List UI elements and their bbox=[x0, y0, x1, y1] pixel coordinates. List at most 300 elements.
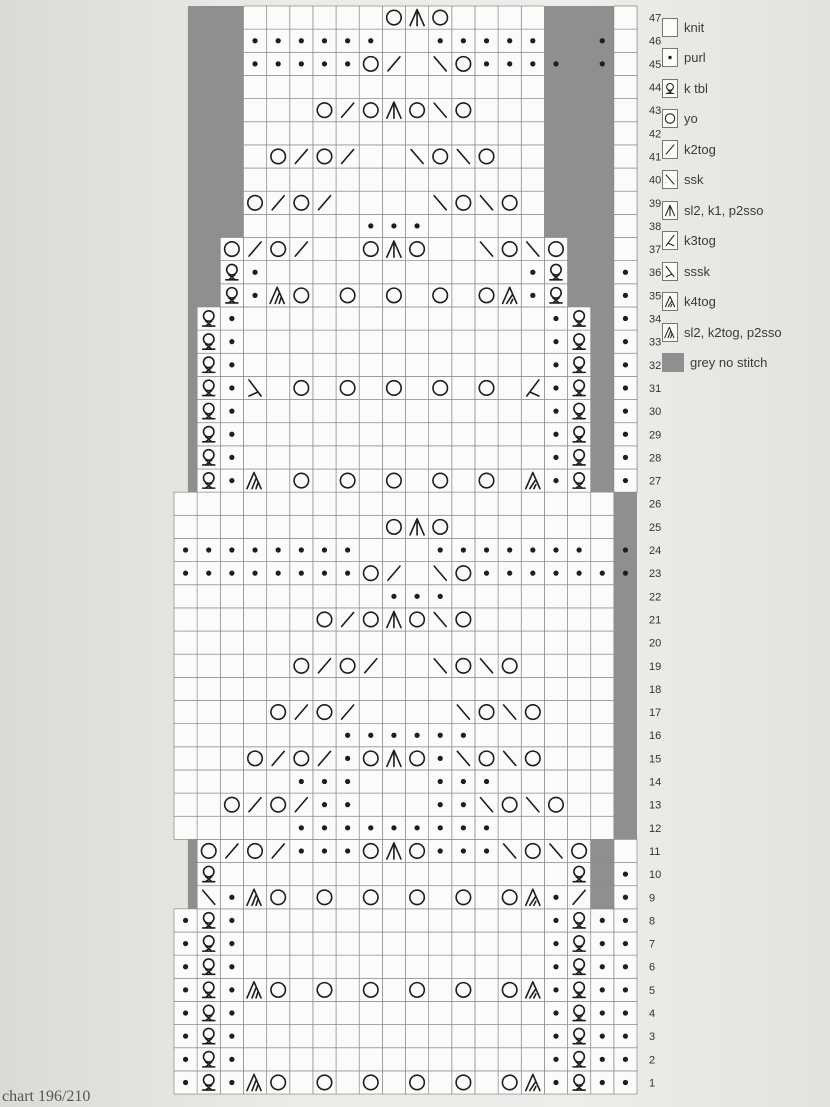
chart-cell bbox=[243, 724, 266, 747]
chart-cell bbox=[429, 1048, 452, 1071]
stitch-purl bbox=[229, 362, 234, 367]
stitch-purl bbox=[623, 1034, 628, 1039]
chart-cell bbox=[267, 1001, 290, 1024]
chart-cell bbox=[382, 446, 405, 469]
chart-cell bbox=[382, 1025, 405, 1048]
chart-cell bbox=[498, 770, 521, 793]
chart-cell bbox=[568, 770, 591, 793]
chart-cell bbox=[475, 469, 498, 492]
chart-cell bbox=[406, 608, 429, 631]
chart-cell bbox=[313, 261, 336, 284]
chart-cell bbox=[498, 261, 521, 284]
chart-cell bbox=[452, 6, 475, 29]
chart-cell bbox=[336, 6, 359, 29]
legend-item-yo bbox=[662, 104, 827, 135]
chart-cell bbox=[359, 770, 382, 793]
stitch-purl bbox=[183, 987, 188, 992]
stitch-purl bbox=[229, 918, 234, 923]
chart-cell bbox=[429, 631, 452, 654]
chart-cell bbox=[313, 6, 336, 29]
chart-cell bbox=[498, 515, 521, 538]
stitch-purl bbox=[438, 802, 443, 807]
chart-cell bbox=[382, 168, 405, 191]
row-number-labels bbox=[649, 13, 661, 1090]
chart-cell bbox=[544, 677, 567, 700]
row-number: 6 bbox=[649, 961, 656, 974]
chart-cell bbox=[452, 654, 475, 677]
chart-cell bbox=[290, 747, 313, 770]
chart-cell bbox=[290, 654, 313, 677]
chart-cell bbox=[336, 469, 359, 492]
chart-cell bbox=[336, 492, 359, 515]
chart-cell bbox=[336, 261, 359, 284]
chart-cell bbox=[243, 75, 266, 98]
chart-cell bbox=[336, 168, 359, 191]
row-number: 26 bbox=[649, 498, 662, 511]
chart-cell bbox=[290, 585, 313, 608]
stitch-purl bbox=[299, 61, 304, 66]
chart-cell bbox=[359, 261, 382, 284]
stitch-purl bbox=[553, 409, 558, 414]
chart-cell bbox=[290, 932, 313, 955]
stitch-purl bbox=[229, 895, 234, 900]
chart-cell bbox=[429, 978, 452, 1001]
stitch-purl bbox=[183, 1010, 188, 1015]
chart-cell bbox=[521, 492, 544, 515]
chart-cell bbox=[336, 122, 359, 145]
chart-cell bbox=[452, 400, 475, 423]
chart-cell bbox=[521, 816, 544, 839]
chart-cell bbox=[521, 747, 544, 770]
chart-cell bbox=[382, 631, 405, 654]
chart-cell bbox=[267, 99, 290, 122]
stitch-purl bbox=[623, 455, 628, 460]
chart-cell bbox=[290, 214, 313, 237]
chart-cell bbox=[382, 376, 405, 399]
chart-cell bbox=[336, 863, 359, 886]
stitch-purl bbox=[183, 918, 188, 923]
legend-label: k tbl bbox=[684, 80, 708, 96]
chart-cell bbox=[359, 122, 382, 145]
stitch-purl bbox=[345, 825, 350, 830]
chart-cell bbox=[359, 400, 382, 423]
chart-cell bbox=[406, 469, 429, 492]
stitch-purl bbox=[276, 571, 281, 576]
stitch-purl bbox=[623, 1010, 628, 1015]
chart-cell bbox=[243, 816, 266, 839]
chart-cell bbox=[290, 886, 313, 909]
chart-cell bbox=[429, 886, 452, 909]
chart-cell bbox=[568, 677, 591, 700]
chart-cell bbox=[498, 400, 521, 423]
chart-cell bbox=[197, 839, 220, 862]
stitch-purl bbox=[600, 1034, 605, 1039]
chart-cell bbox=[336, 400, 359, 423]
chart-cell bbox=[290, 400, 313, 423]
chart-cell bbox=[406, 978, 429, 1001]
chart-cell bbox=[359, 793, 382, 816]
chart-cell bbox=[243, 747, 266, 770]
chart-cell bbox=[267, 585, 290, 608]
chart-cell bbox=[406, 168, 429, 191]
legend-label: k4tog bbox=[684, 294, 716, 310]
chart-cell bbox=[452, 353, 475, 376]
chart-cell bbox=[359, 932, 382, 955]
chart-cell bbox=[498, 585, 521, 608]
chart-cell bbox=[290, 307, 313, 330]
chart-cell bbox=[243, 307, 266, 330]
chart-cell bbox=[452, 515, 475, 538]
chart-cell bbox=[406, 886, 429, 909]
chart-cell bbox=[614, 214, 637, 237]
chart-cell bbox=[475, 307, 498, 330]
chart-cell bbox=[614, 99, 637, 122]
chart-cell bbox=[290, 955, 313, 978]
stitch-purl bbox=[484, 779, 489, 784]
chart-cell bbox=[521, 724, 544, 747]
chart-cell bbox=[406, 955, 429, 978]
chart-cell bbox=[475, 978, 498, 1001]
chart-cell bbox=[220, 747, 243, 770]
chart-cell bbox=[406, 562, 429, 585]
chart-cell bbox=[336, 423, 359, 446]
chart-cell bbox=[521, 631, 544, 654]
chart-cell bbox=[521, 909, 544, 932]
chart-cell bbox=[475, 376, 498, 399]
chart-cell bbox=[313, 701, 336, 724]
chart-cell bbox=[452, 330, 475, 353]
chart-cell bbox=[290, 1048, 313, 1071]
chart-cell bbox=[591, 654, 614, 677]
stitch-purl bbox=[461, 779, 466, 784]
chart-cell bbox=[406, 701, 429, 724]
chart-cell bbox=[359, 955, 382, 978]
chart-cell bbox=[197, 677, 220, 700]
chart-cell bbox=[406, 284, 429, 307]
chart-cell bbox=[290, 515, 313, 538]
chart-cell bbox=[359, 284, 382, 307]
stitch-purl bbox=[276, 61, 281, 66]
stitch-purl bbox=[623, 409, 628, 414]
chart-cell bbox=[429, 168, 452, 191]
stitch-purl bbox=[553, 571, 558, 576]
knit-icon bbox=[662, 18, 678, 37]
chart-cell bbox=[521, 585, 544, 608]
stitch-purl bbox=[299, 825, 304, 830]
chart-cell bbox=[313, 886, 336, 909]
stitch-purl bbox=[623, 918, 628, 923]
chart-cell bbox=[498, 724, 521, 747]
chart-cell bbox=[336, 353, 359, 376]
row-number: 8 bbox=[649, 915, 656, 928]
chart-cell bbox=[568, 515, 591, 538]
stitch-purl bbox=[438, 547, 443, 552]
chart-cell bbox=[498, 145, 521, 168]
chart-cell bbox=[452, 423, 475, 446]
chart-cell bbox=[313, 238, 336, 261]
chart-cell bbox=[452, 1071, 475, 1094]
chart-cell bbox=[359, 6, 382, 29]
row-number: 37 bbox=[649, 244, 662, 257]
chart-cell bbox=[475, 446, 498, 469]
row-number: 33 bbox=[649, 336, 662, 349]
row-number: 38 bbox=[649, 220, 662, 233]
stitch-purl bbox=[229, 941, 234, 946]
chart-cell bbox=[406, 747, 429, 770]
chart-cell bbox=[313, 330, 336, 353]
chart-cell bbox=[498, 816, 521, 839]
chart-cell bbox=[382, 330, 405, 353]
chart-cell bbox=[290, 376, 313, 399]
chart-cell bbox=[313, 423, 336, 446]
stitch-purl bbox=[276, 547, 281, 552]
chart-cell bbox=[290, 1001, 313, 1024]
chart-cell bbox=[475, 284, 498, 307]
chart-cell bbox=[382, 1071, 405, 1094]
legend-label: yo bbox=[684, 111, 698, 127]
chart-cell bbox=[406, 191, 429, 214]
stitch-purl bbox=[438, 825, 443, 830]
chart-cell bbox=[220, 724, 243, 747]
legend-item-knit bbox=[662, 12, 827, 43]
chart-cell bbox=[313, 585, 336, 608]
stitch-purl bbox=[530, 61, 535, 66]
chart-cell bbox=[591, 631, 614, 654]
chart-cell bbox=[452, 99, 475, 122]
chart-cell bbox=[382, 793, 405, 816]
chart-cell bbox=[174, 793, 197, 816]
chart-cell bbox=[243, 608, 266, 631]
chart-cell bbox=[197, 585, 220, 608]
chart-cell bbox=[290, 191, 313, 214]
chart-cell bbox=[382, 353, 405, 376]
chart-cell bbox=[406, 654, 429, 677]
stitch-purl bbox=[553, 432, 558, 437]
chart-cell bbox=[498, 863, 521, 886]
chart-cell bbox=[382, 261, 405, 284]
stitch-purl bbox=[461, 733, 466, 738]
chart-cell bbox=[521, 6, 544, 29]
stitch-purl bbox=[438, 779, 443, 784]
chart-cell bbox=[267, 492, 290, 515]
chart-cell bbox=[429, 284, 452, 307]
stitch-purl bbox=[553, 339, 558, 344]
stitch-purl bbox=[530, 38, 535, 43]
k3tog-icon bbox=[662, 231, 678, 250]
chart-cell bbox=[521, 145, 544, 168]
chart-cell bbox=[313, 376, 336, 399]
chart-cell bbox=[313, 1001, 336, 1024]
row-number: 43 bbox=[649, 105, 662, 118]
stitch-purl bbox=[623, 432, 628, 437]
stitch-purl bbox=[183, 941, 188, 946]
chart-cell bbox=[498, 75, 521, 98]
chart-cell bbox=[429, 423, 452, 446]
chart-cell bbox=[452, 168, 475, 191]
legend-label: sl2, k1, p2sso bbox=[684, 202, 764, 218]
row-number: 14 bbox=[649, 776, 662, 789]
chart-cell bbox=[429, 330, 452, 353]
chart-cell bbox=[243, 1048, 266, 1071]
chart-cell bbox=[174, 654, 197, 677]
chart-cell bbox=[406, 400, 429, 423]
chart-cell bbox=[359, 608, 382, 631]
chart-cell bbox=[429, 1071, 452, 1094]
chart-cell bbox=[591, 770, 614, 793]
stitch-purl bbox=[623, 941, 628, 946]
legend-item-grey bbox=[662, 348, 827, 379]
chart-cell bbox=[336, 330, 359, 353]
chart-cell bbox=[544, 238, 567, 261]
stitch-purl bbox=[345, 802, 350, 807]
chart-cell bbox=[313, 724, 336, 747]
chart-cell bbox=[243, 99, 266, 122]
chart-cell bbox=[197, 770, 220, 793]
chart-cell bbox=[544, 701, 567, 724]
chart-cell bbox=[243, 677, 266, 700]
chart-cell bbox=[174, 816, 197, 839]
chart-cell bbox=[498, 353, 521, 376]
chart-cell bbox=[452, 955, 475, 978]
stitch-purl bbox=[507, 571, 512, 576]
chart-cell bbox=[498, 376, 521, 399]
chart-cell bbox=[429, 400, 452, 423]
chart-cell bbox=[290, 168, 313, 191]
stitch-purl bbox=[553, 478, 558, 483]
chart-cell bbox=[498, 608, 521, 631]
stitch-purl bbox=[322, 848, 327, 853]
stitch-purl bbox=[484, 571, 489, 576]
chart-cell bbox=[220, 793, 243, 816]
stitch-purl bbox=[252, 61, 257, 66]
chart-cell bbox=[568, 654, 591, 677]
chart-cell bbox=[498, 423, 521, 446]
chart-cell bbox=[359, 75, 382, 98]
chart-cell bbox=[452, 631, 475, 654]
chart-cell bbox=[544, 770, 567, 793]
chart-cell bbox=[521, 446, 544, 469]
chart-cell bbox=[267, 1071, 290, 1094]
chart-cell bbox=[591, 816, 614, 839]
stitch-purl bbox=[600, 964, 605, 969]
stitch-purl bbox=[507, 547, 512, 552]
chart-cell bbox=[267, 122, 290, 145]
chart-cell bbox=[475, 585, 498, 608]
chart-cell bbox=[336, 654, 359, 677]
row-number: 7 bbox=[649, 938, 656, 951]
stitch-purl bbox=[553, 455, 558, 460]
chart-cell bbox=[591, 793, 614, 816]
chart-cell bbox=[452, 122, 475, 145]
chart-cell bbox=[290, 978, 313, 1001]
chart-cell bbox=[174, 515, 197, 538]
chart-cell bbox=[267, 145, 290, 168]
row-number: 41 bbox=[649, 151, 662, 164]
chart-cell bbox=[359, 1025, 382, 1048]
chart-cell bbox=[382, 909, 405, 932]
chart-cell bbox=[290, 1025, 313, 1048]
chart-cell bbox=[243, 423, 266, 446]
chart-cell bbox=[267, 978, 290, 1001]
row-number: 21 bbox=[649, 614, 662, 627]
stitch-purl bbox=[229, 1057, 234, 1062]
chart-cell bbox=[267, 469, 290, 492]
chart-cell bbox=[475, 6, 498, 29]
chart-cell bbox=[591, 839, 614, 862]
chart-cell bbox=[197, 515, 220, 538]
chart-cell bbox=[475, 886, 498, 909]
stitch-purl bbox=[229, 1080, 234, 1085]
chart-cell bbox=[614, 52, 637, 75]
chart-cell bbox=[174, 701, 197, 724]
stitch-purl bbox=[345, 848, 350, 853]
chart-cell bbox=[290, 631, 313, 654]
chart-cell bbox=[382, 863, 405, 886]
chart-cell bbox=[243, 932, 266, 955]
page-caption: chart 196/210 bbox=[2, 1088, 91, 1105]
stitch-purl bbox=[229, 316, 234, 321]
chart-cell bbox=[498, 6, 521, 29]
chart-cell bbox=[406, 909, 429, 932]
row-number: 10 bbox=[649, 869, 662, 882]
stitch-purl bbox=[553, 1010, 558, 1015]
stitch-purl bbox=[623, 270, 628, 275]
chart-cell bbox=[267, 909, 290, 932]
chart-cell bbox=[359, 1001, 382, 1024]
chart-cell bbox=[336, 1025, 359, 1048]
chart-cell bbox=[197, 816, 220, 839]
chart-cell bbox=[406, 238, 429, 261]
stitch-purl bbox=[461, 547, 466, 552]
chart-cell bbox=[313, 75, 336, 98]
chart-cell bbox=[406, 423, 429, 446]
chart-cell bbox=[290, 492, 313, 515]
chart-cell bbox=[359, 562, 382, 585]
chart-cell bbox=[197, 793, 220, 816]
chart-cell bbox=[220, 515, 243, 538]
chart-cell bbox=[382, 932, 405, 955]
chart-cell bbox=[243, 145, 266, 168]
chart-cell bbox=[290, 1071, 313, 1094]
chart-cell bbox=[382, 538, 405, 561]
chart-cell bbox=[591, 863, 614, 886]
chart-cell bbox=[174, 492, 197, 515]
stitch-purl bbox=[183, 1080, 188, 1085]
chart-cell bbox=[498, 492, 521, 515]
chart-cell bbox=[568, 631, 591, 654]
chart-cell bbox=[429, 261, 452, 284]
chart-cell bbox=[429, 1001, 452, 1024]
chart-cell bbox=[220, 238, 243, 261]
stitch-purl bbox=[623, 1080, 628, 1085]
sl2k1p2sso-icon bbox=[662, 201, 678, 220]
chart-cell bbox=[336, 631, 359, 654]
stitch-purl bbox=[345, 571, 350, 576]
chart-cell bbox=[475, 863, 498, 886]
chart-cell bbox=[452, 562, 475, 585]
purl-icon bbox=[662, 48, 678, 67]
stitch-purl bbox=[553, 895, 558, 900]
chart-cell bbox=[452, 932, 475, 955]
chart-cell bbox=[359, 886, 382, 909]
row-number: 19 bbox=[649, 660, 662, 673]
chart-cell bbox=[498, 469, 521, 492]
stitch-purl bbox=[229, 385, 234, 390]
chart-cell bbox=[475, 1025, 498, 1048]
stitch-purl bbox=[484, 825, 489, 830]
stitch-purl bbox=[507, 38, 512, 43]
chart-cell bbox=[475, 122, 498, 145]
